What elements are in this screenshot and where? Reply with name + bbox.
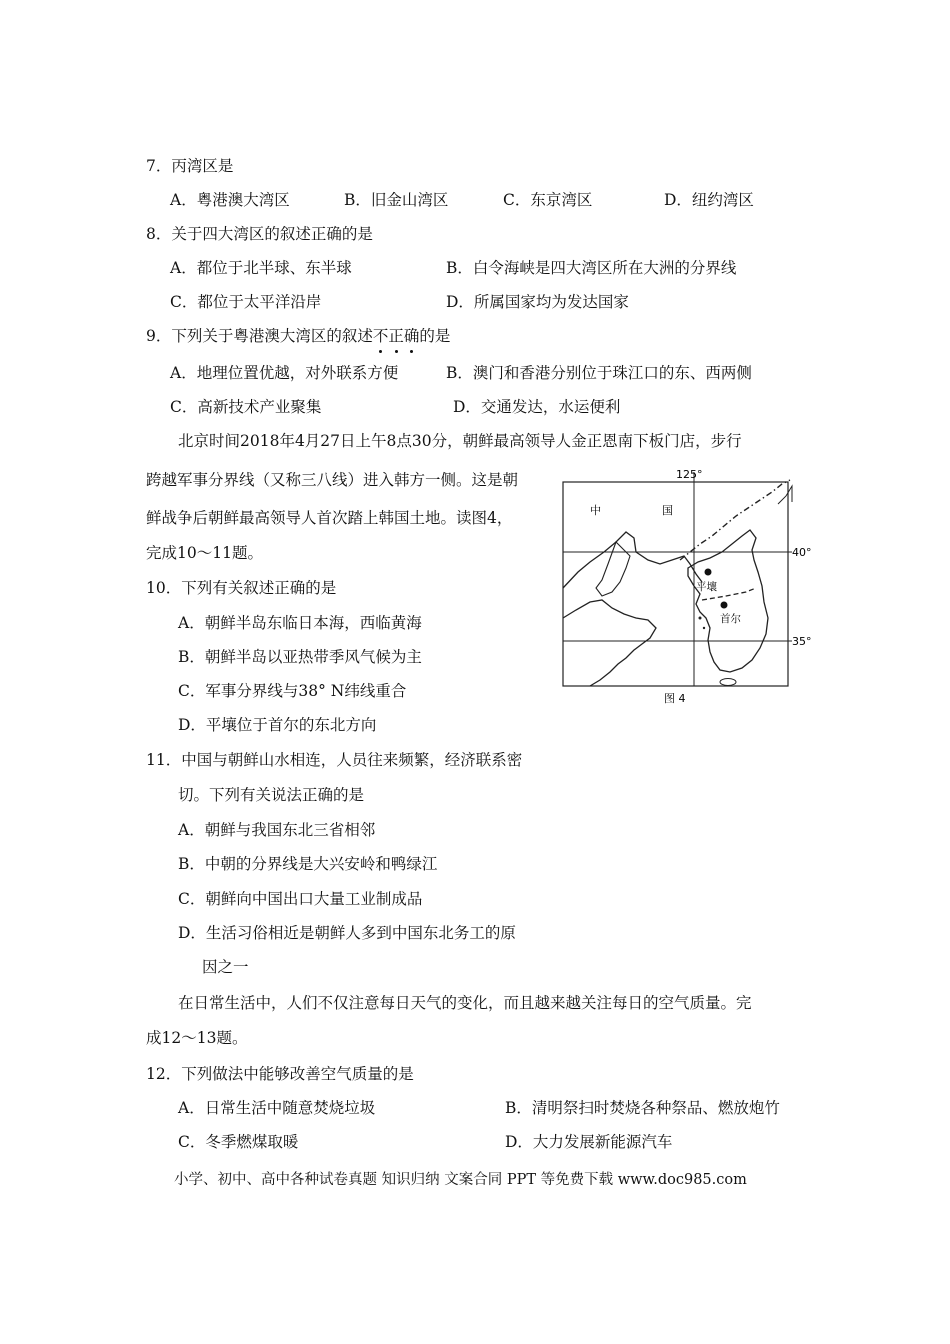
- seoul-label: 首尔: [720, 613, 741, 625]
- country-label-char: 中: [590, 504, 601, 517]
- passage-1-line-4: 完成10～11题。: [146, 544, 263, 562]
- question-11-option-c: C．朝鲜向中国出口大量工业制成品: [178, 890, 423, 908]
- question-7-option-c: C．东京湾区: [503, 191, 593, 209]
- question-11-option-b: B．中朝的分界线是大兴安岭和鸭绿江: [178, 855, 438, 873]
- korean-peninsula-outline: [688, 530, 768, 672]
- china-coastline: [563, 532, 702, 686]
- question-7-option-b: B．旧金山湾区: [344, 191, 449, 209]
- question-7-stem: 7．丙湾区是: [146, 157, 234, 175]
- question-9-option-c: C．高新技术产业聚集: [170, 398, 322, 416]
- seoul-marker: [721, 602, 728, 609]
- footer-note: 小学、初中、高中各种试卷真题 知识归纳 文案合同 PPT 等免费下载 www.doc985.com: [174, 1172, 747, 1188]
- question-11-stem-line-1: 11．中国与朝鲜山水相连，人员往来频繁，经济联系密: [146, 751, 523, 769]
- emphasis-char: 正: [388, 327, 404, 345]
- question-12-option-a: A．日常生活中随意焚烧垃圾: [178, 1099, 376, 1117]
- emphasis-char: 确: [403, 327, 420, 345]
- question-11-option-d: D．生活习俗相近是朝鲜人多到中国东北务工的原: [178, 924, 516, 942]
- latitude-35-label: 35°: [792, 635, 812, 648]
- passage-2-line-2: 成12～13题。: [146, 1029, 248, 1047]
- question-10-option-b: B．朝鲜半岛以亚热带季风气候为主: [178, 648, 422, 666]
- passage-1-line-2: 跨越军事分界线（又称三八线）进入韩方一侧。这是朝: [146, 471, 519, 489]
- pyongyang-marker: [705, 569, 712, 576]
- question-12-stem: 12．下列做法中能够改善空气质量的是: [146, 1065, 414, 1083]
- question-10-option-d: D．平壤位于首尔的东北方向: [178, 716, 377, 734]
- emphasis-char: 不: [372, 327, 389, 345]
- question-9-option-b: B．澳门和香港分别位于珠江口的东、西两侧: [446, 364, 752, 382]
- latitude-40-label: 40°: [792, 546, 812, 559]
- passage-1-line-3: 鲜战争后朝鲜最高领导人首次踏上韩国土地。读图4，: [146, 509, 513, 527]
- question-10-option-c: C．军事分界线与38° N纬线重合: [178, 682, 407, 700]
- question-9-stem-before: 9．下列关于粤港澳大湾区的叙述: [146, 327, 373, 345]
- question-12-option-b: B．清明祭扫时焚烧各种祭品、燃放炮竹: [505, 1099, 780, 1117]
- question-8-option-c: C．都位于太平洋沿岸: [170, 293, 322, 311]
- question-9-stem-after: 的是: [419, 327, 451, 345]
- question-9-option-a: A．地理位置优越，对外联系方便: [170, 364, 399, 382]
- question-10-stem: 10．下列有关叙述正确的是: [146, 579, 337, 597]
- question-12-option-d: D．大力发展新能源汽车: [505, 1133, 673, 1151]
- question-7-option-d: D．纽约湾区: [664, 191, 754, 209]
- country-label-char: 国: [662, 504, 673, 517]
- island-dot: [699, 617, 702, 620]
- coast-fragment: [778, 486, 792, 504]
- passage-2-line-1: 在日常生活中，人们不仅注意每日天气的变化，而且越来越关注每日的空气质量。完: [178, 994, 752, 1012]
- question-10-option-a: A．朝鲜半岛东临日本海，西临黄海: [178, 614, 422, 632]
- china-border: [680, 480, 790, 560]
- question-9-stem: [146, 326, 450, 346]
- passage-1-line-1: 北京时间2018年4月27日上午8点30分，朝鲜最高领导人金正恩南下板门店，步行: [178, 432, 742, 450]
- longitude-label: 125°: [676, 468, 703, 481]
- korean-peninsula-map: [560, 468, 842, 708]
- question-11-option-d-cont: 因之一: [202, 958, 249, 976]
- liaodong-outline: [596, 542, 630, 596]
- question-11-option-a: A．朝鲜与我国东北三省相邻: [178, 821, 376, 839]
- question-8-stem: 8．关于四大湾区的叙述正确的是: [146, 225, 373, 243]
- question-8-option-a: A．都位于北半球、东半球: [170, 259, 352, 277]
- question-8-option-b: B．白令海峡是四大湾区所在大洲的分界线: [446, 259, 737, 277]
- question-8-option-d: D．所属国家均为发达国家: [446, 293, 629, 311]
- figure-caption: 图 4: [664, 692, 686, 705]
- question-11-stem-line-2: 切。下列有关说法正确的是: [178, 786, 365, 804]
- question-12-option-c: C．冬季燃煤取暖: [178, 1133, 299, 1151]
- island-dot: [703, 627, 705, 629]
- jeju-island: [720, 679, 736, 686]
- pyongyang-label: 平壤: [696, 581, 717, 593]
- question-9-option-d: D．交通发达，水运便利: [453, 398, 621, 416]
- question-7-option-a: A．粤港澳大湾区: [170, 191, 290, 209]
